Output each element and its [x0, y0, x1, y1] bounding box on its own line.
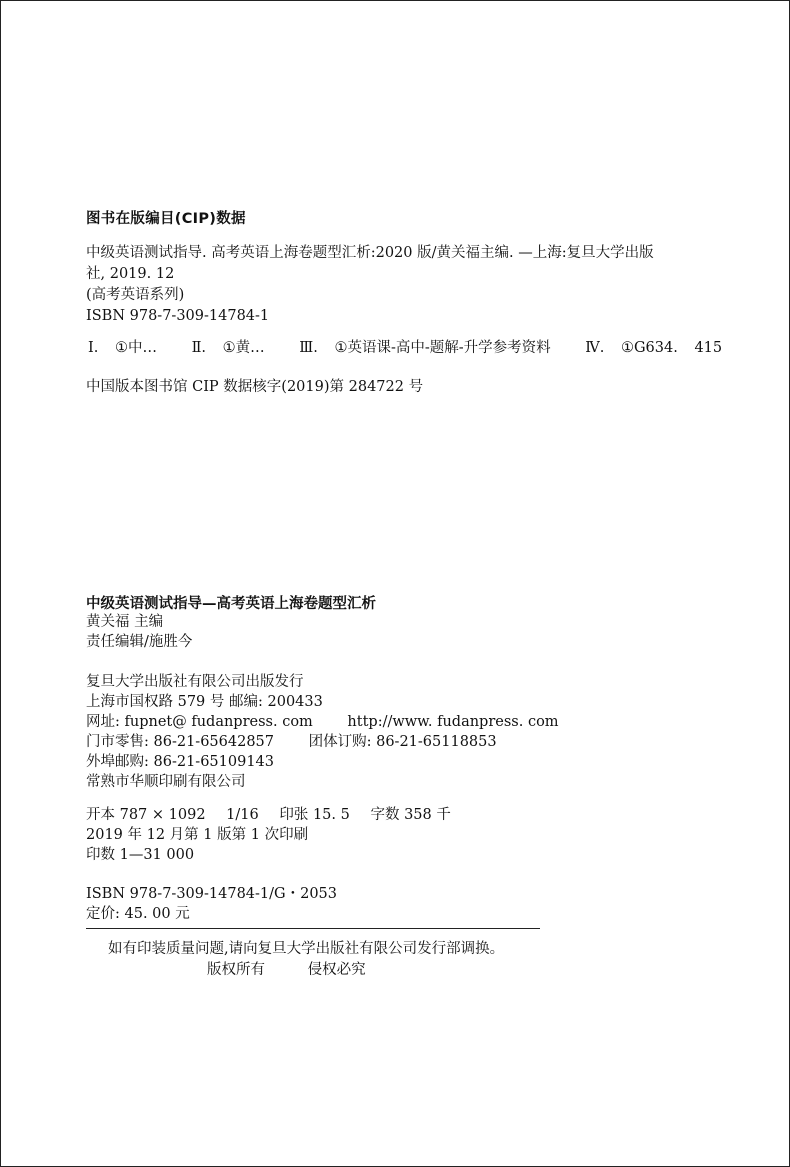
quality-notice: 如有印装质量问题,请向复旦大学出版社有限公司发行部调换。	[108, 941, 505, 957]
infringement-warning: 侵权必究	[307, 962, 366, 978]
cip-classification	[88, 336, 740, 357]
print-specs	[86, 805, 451, 865]
format-row	[86, 805, 451, 825]
publisher-email: 网址: fupnet@ fudanpress. com	[86, 714, 313, 730]
responsible-editor: 责任编辑/施胜今	[86, 634, 193, 650]
print-run: 印数 1—31 000	[86, 847, 195, 863]
format-size: 开本 787 × 1092	[86, 807, 206, 823]
classification-item: Ⅱ. ①黄…	[191, 340, 265, 356]
mail-order-phone: 外埠邮购: 86-21-65109143	[86, 754, 274, 770]
printer-name: 常熟市华顺印刷有限公司	[86, 774, 246, 790]
price: 定价: 45. 00 元	[86, 906, 190, 922]
edition-info: 2019 年 12 月第 1 版第 1 次印刷	[86, 827, 309, 843]
cip-catalog-entry	[86, 243, 654, 327]
cip-line: ISBN 978-7-309-14784-1	[86, 308, 270, 324]
format-fold: 1/16	[226, 807, 259, 823]
classification-item: Ⅳ. ①G634. 415	[585, 340, 723, 356]
isbn-code: ISBN 978-7-309-14784-1/G・2053	[86, 886, 338, 902]
divider-line	[86, 928, 540, 929]
classification-item: Ⅰ. ①中…	[88, 340, 157, 356]
publisher-address: 上海市国权路 579 号 邮编: 200433	[86, 694, 323, 710]
publisher-web-row	[86, 712, 559, 732]
group-order-phone: 团体订购: 86-21-65118853	[308, 734, 497, 750]
cip-heading: 图书在版编目(CIP)数据	[86, 211, 246, 227]
classification-item: Ⅲ. ①英语课-高中-题解-升学参考资料	[299, 340, 551, 356]
publisher-name: 复旦大学出版社有限公司出版发行	[86, 674, 304, 690]
publisher-url: http://www. fudanpress. com	[347, 714, 559, 730]
word-count: 字数 358 千	[370, 807, 451, 823]
chief-editor: 黄关福 主编	[86, 614, 164, 630]
cip-record-number: 中国版本图书馆 CIP 数据核字(2019)第 284722 号	[86, 379, 424, 395]
cip-line: 社, 2019. 12	[86, 266, 175, 282]
publisher-info	[86, 672, 559, 792]
pricing-info	[86, 884, 337, 924]
print-sheets: 印张 15. 5	[279, 807, 350, 823]
cip-line: 中级英语测试指导. 高考英语上海卷题型汇析:2020 版/黄关福主编. —上海:复旦大学出版	[86, 245, 654, 261]
retail-phone: 门市零售: 86-21-65642857	[86, 734, 274, 750]
cip-line: (高考英语系列)	[86, 287, 185, 303]
copyright-notice	[207, 958, 366, 979]
credits	[86, 612, 192, 652]
publisher-phone-row	[86, 732, 559, 752]
rights-reserved: 版权所有	[207, 962, 265, 978]
book-title: 中级英语测试指导—高考英语上海卷题型汇析	[86, 596, 376, 612]
